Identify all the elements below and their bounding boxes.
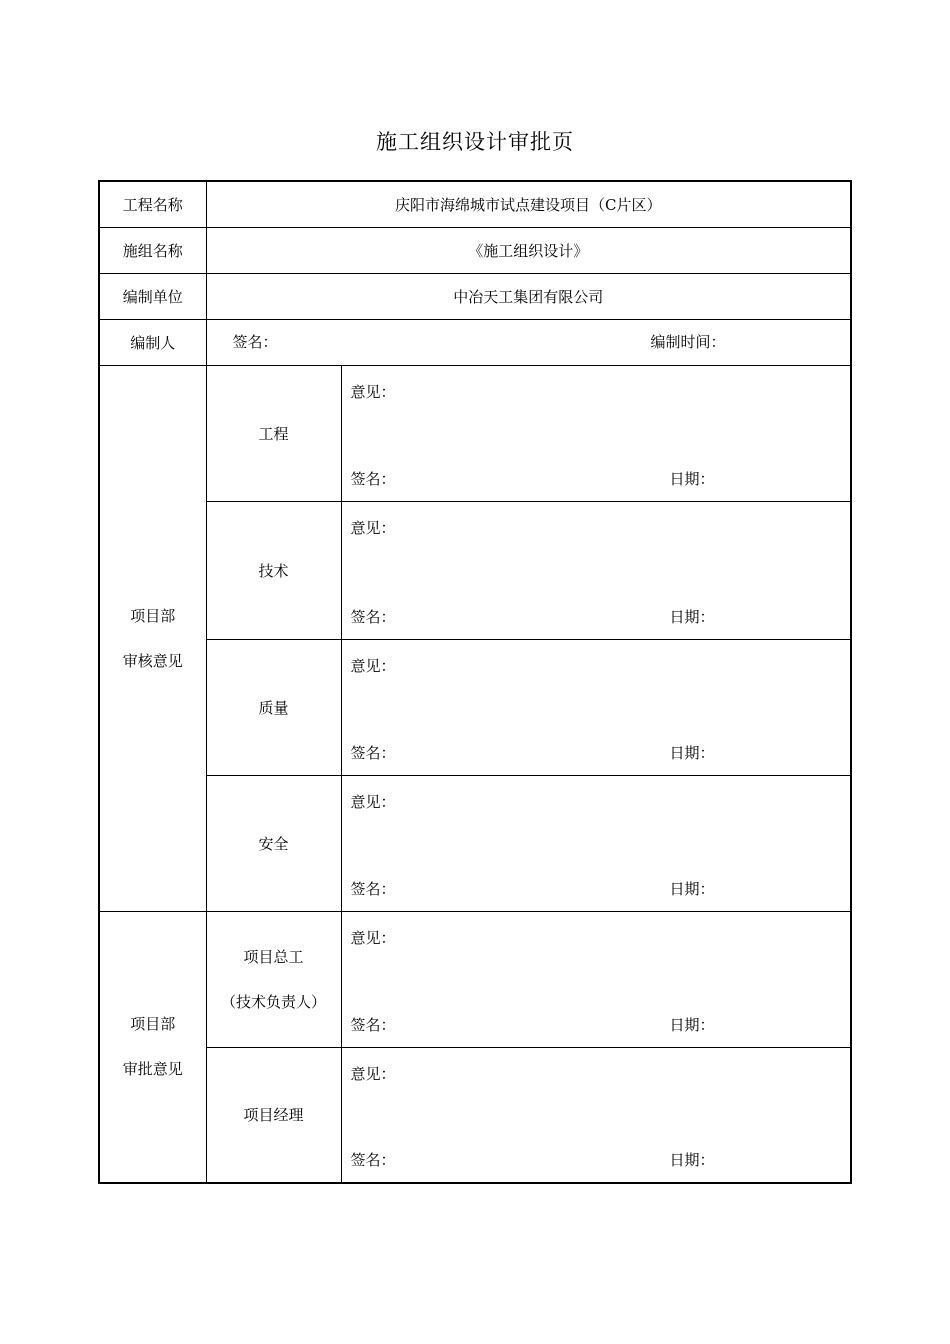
approval-group-line2: 审批意见 xyxy=(122,1059,183,1078)
approval-group-line1: 项目部 xyxy=(130,1014,176,1033)
page-title: 施工组织设计审批页 xyxy=(376,130,574,154)
date-label: 日期： xyxy=(669,744,715,762)
plan-name-value[interactable]: 《施工组织设计》 xyxy=(206,228,851,274)
sign-label: 签名： xyxy=(350,1150,396,1169)
opinion-label: 意见： xyxy=(350,657,396,675)
review-opinion-safety[interactable] xyxy=(341,776,851,912)
sign-label: 签名： xyxy=(350,470,396,488)
author-sign-cell[interactable] xyxy=(206,320,851,366)
opinion-label: 意见： xyxy=(350,1065,396,1083)
review-dept-quality: 质量 xyxy=(206,640,341,776)
approval-dept-project-manager: 项目经理 xyxy=(206,1048,341,1183)
date-label: 日期： xyxy=(669,1150,715,1169)
review-dept-engineering: 工程 xyxy=(206,366,341,502)
unit-label: 编制单位 xyxy=(99,274,206,320)
unit-row xyxy=(99,274,851,320)
sign-label: 签名： xyxy=(350,744,396,762)
review-group-line1: 项目部 xyxy=(130,606,176,625)
opinion-label: 意见： xyxy=(350,929,396,947)
approval-row-project-manager xyxy=(99,1048,851,1183)
project-name-value[interactable]: 庆阳市海绵城市试点建设项目（C片区） xyxy=(206,181,851,228)
author-label: 编制人 xyxy=(99,320,206,366)
plan-name-label: 施组名称 xyxy=(99,228,206,274)
review-dept-technical: 技术 xyxy=(206,502,341,640)
review-row-safety xyxy=(99,776,851,912)
approval-opinion-chief-engineer[interactable] xyxy=(341,912,851,1048)
approval-row-chief-engineer xyxy=(99,912,851,1048)
opinion-label: 意见： xyxy=(350,519,396,537)
review-dept-safety: 安全 xyxy=(206,776,341,912)
author-sign-label: 签名： xyxy=(232,333,278,351)
author-row xyxy=(99,320,851,366)
review-opinion-technical[interactable] xyxy=(341,502,851,640)
review-row-quality xyxy=(99,640,851,776)
review-group-label xyxy=(99,366,206,912)
review-opinion-engineering[interactable] xyxy=(341,366,851,502)
author-time-label: 编制时间： xyxy=(650,333,726,351)
review-row-technical xyxy=(99,502,851,640)
review-opinion-quality[interactable] xyxy=(341,640,851,776)
approval-dept-line2: （技术负责人） xyxy=(220,992,326,1011)
review-row-engineering xyxy=(99,366,851,502)
date-label: 日期： xyxy=(669,880,715,898)
sign-label: 签名： xyxy=(350,608,396,626)
project-name-row xyxy=(99,181,851,228)
sign-label: 签名： xyxy=(350,880,396,898)
approval-form-table xyxy=(98,180,852,1184)
date-label: 日期： xyxy=(669,608,715,626)
review-group-line2: 审核意见 xyxy=(122,651,183,670)
unit-value[interactable]: 中冶天工集团有限公司 xyxy=(206,274,851,320)
date-label: 日期： xyxy=(669,470,715,488)
plan-name-row xyxy=(99,228,851,274)
approval-dept-chief-engineer xyxy=(206,912,341,1048)
date-label: 日期： xyxy=(669,1016,715,1034)
approval-opinion-project-manager[interactable] xyxy=(341,1048,851,1183)
opinion-label: 意见： xyxy=(350,793,396,811)
opinion-label: 意见： xyxy=(350,383,396,401)
approval-dept-line1: 项目总工 xyxy=(243,947,304,966)
sign-label: 签名： xyxy=(350,1016,396,1034)
approval-group-label xyxy=(99,912,206,1183)
project-name-label: 工程名称 xyxy=(99,181,206,228)
